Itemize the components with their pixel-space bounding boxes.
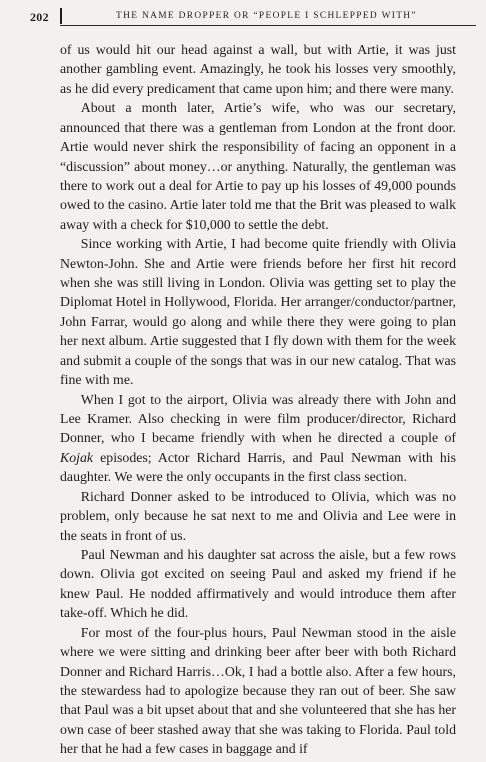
- running-title: THE NAME DROPPER OR “PEOPLE I SCHLEPPED WITH”: [116, 11, 417, 21]
- paragraph-6: Paul Newman and his daughter sat across the aisle, but a few rows down. Olivia got excited on seeing Paul and asked my friend if he knew Paul. He nodded affirmatively and would introduce them after take-off. Which he did.: [60, 546, 456, 621]
- paragraph-4-text-before: When I got to the airport, Olivia was already there with John and Lee Kramer. Also checking in were film producer/director, Richard Donner, who I became friendly with when he directed a couple of: [60, 391, 456, 446]
- header-divider: [60, 8, 62, 24]
- paragraph-4-text-after: episodes; Actor Richard Harris, and Paul Newman with his daughter. We were the only occupants in the first class section.: [60, 449, 456, 485]
- paragraph-4: [60, 390, 456, 487]
- paragraph-1: of us would hit our head against a wall, but with Artie, it was just another gambling event. Amazingly, he took his losses very smoothly, as he did every predicament that came upon him; and there were many.: [60, 42, 456, 96]
- page-number: 202: [30, 10, 49, 24]
- paragraph-3: Since working with Artie, I had become quite friendly with Olivia Newton-John. She and Artie were friends before her first hit record when she was still living in London. Olivia was getting set to play the Diplomat Hotel in Hollywood, Florida. Her arranger/conductor/partner, John Farrar, would go along and while there they were going to plan her next album. Artie suggested that I fly down with them for the week and submit a couple of the songs that was in our new catalog. That was fine with me.: [60, 236, 456, 388]
- kojak-title: Kojak: [60, 449, 94, 465]
- header-rule: [60, 25, 476, 26]
- running-header: [30, 6, 476, 28]
- paragraph-2: About a month later, Artie’s wife, who was our secretary, announced that there was a gentleman from London at the front door. Artie would never shirk the responsibility of facing an opponent in a “discussion” about money…or anything. Naturally, the gentleman was there to work out a deal for Artie to pay up his losses of 49,000 pounds owed to the casino. Artie later told me that the Brit was pleased to walk away with a check for $10,000 to settle the debt.: [60, 100, 456, 232]
- body-text: [60, 40, 456, 759]
- paragraph-5: Richard Donner asked to be introduced to Olivia, which was no problem, only because he sat next to me and Olivia and Lee were in the seats in front of us.: [60, 488, 456, 543]
- paragraph-7: For most of the four-plus hours, Paul Newman stood in the aisle where we were sitting and drinking beer after beer with both Richard Donner and Richard Harris…Ok, I had a bottle also. After a few hours, the stewardess had to apologize because they ran out of beer. She saw that Paul was a bit upset about that and she volunteered that she has her own case of beer stashed away that she was taking to Florida. Paul told her that he had a few cases in baggage and if: [60, 624, 456, 757]
